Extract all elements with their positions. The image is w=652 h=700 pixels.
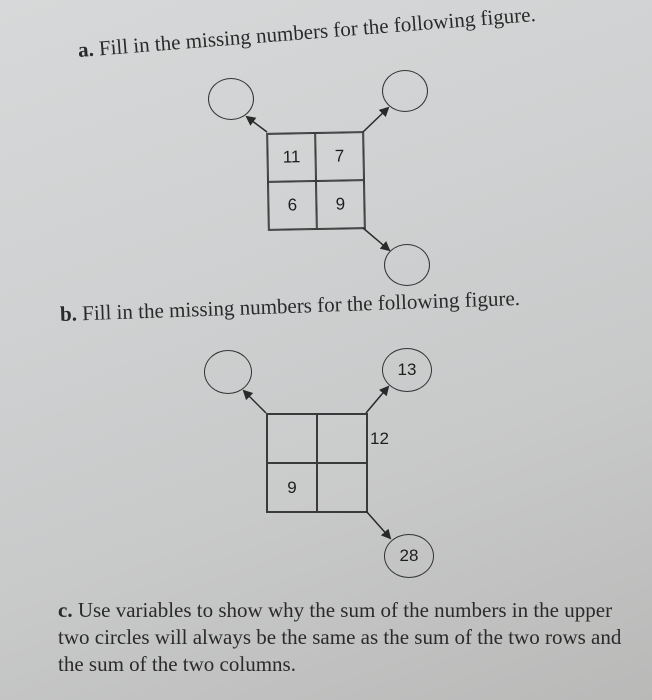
- part-c-label: c.: [58, 598, 73, 622]
- part-a-circle-top-left: [208, 78, 254, 120]
- part-a-arrow-top-left: [247, 117, 267, 132]
- part-b-circle-top-right: 13: [382, 348, 432, 392]
- part-a-heading: [77, 2, 537, 63]
- part-a-label: a.: [77, 36, 95, 62]
- part-b-cell-r1c1: [267, 414, 317, 463]
- part-b-cell-r1c2: [317, 414, 367, 463]
- part-a-circle-top-right: [382, 70, 428, 112]
- part-b-heading: [60, 286, 521, 327]
- part-a-cell-r1c2: 7: [315, 132, 364, 181]
- part-b-instruction: Fill in the missing numbers for the following figure.: [81, 285, 521, 326]
- part-a-arrow-bottom-right: [363, 228, 389, 250]
- part-b-side-number: 12: [370, 429, 389, 448]
- part-b-arrow-top-left: [244, 391, 266, 413]
- part-a-cell-r2c2: 9: [316, 180, 365, 229]
- part-c-paragraph: [58, 597, 648, 678]
- part-b-arrow-top-right: [366, 387, 388, 413]
- part-b-grid: [266, 413, 368, 513]
- part-b-arrow-bottom-right: [366, 511, 390, 538]
- part-b-cell-r2c2: [317, 463, 367, 512]
- part-a-arrow-top-right: [363, 108, 388, 132]
- part-a-circle-bottom-right: [384, 244, 430, 286]
- part-b-circle-top-left: [204, 350, 252, 394]
- part-b-label: b.: [59, 301, 78, 326]
- part-a-grid: [266, 131, 366, 231]
- part-b-circle-bottom-right: 28: [384, 534, 434, 578]
- part-a-instruction: Fill in the missing numbers for the following figure.: [97, 2, 537, 61]
- part-a-cell-r1c1: 11: [267, 133, 316, 182]
- part-a-cell-r2c1: 6: [268, 181, 317, 230]
- part-c-text: Use variables to show why the sum of the numbers in the upper two circles will always be the same as the sum of the two rows and the sum of the two columns.: [58, 598, 622, 676]
- part-b-cell-r2c1: 9: [267, 463, 317, 512]
